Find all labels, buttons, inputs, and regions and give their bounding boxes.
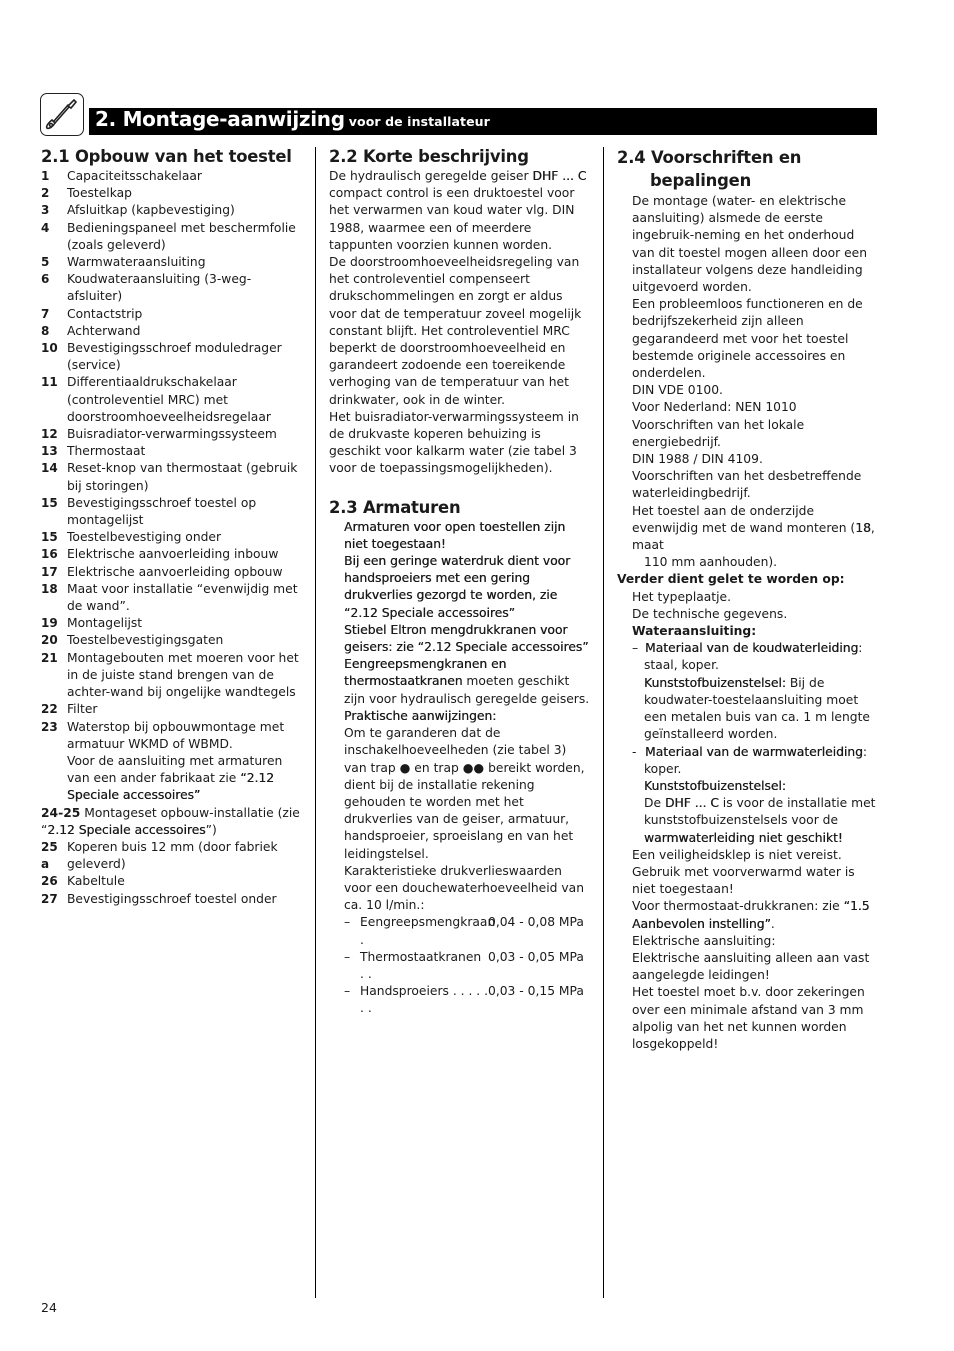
- paragraph: Elektrische aansluiting:: [632, 933, 776, 948]
- row-dash: –: [344, 949, 351, 964]
- table-row: [329, 914, 591, 948]
- list-item: [41, 546, 303, 563]
- item-number: 7: [41, 306, 50, 321]
- row-label: Eengreepsmengkraan .: [360, 915, 496, 947]
- row-label: Handsproeiers . . . . . . .: [360, 984, 489, 1016]
- item-text: Buisradiator-verwarmingssysteem: [67, 427, 277, 442]
- item-text: Toestelkap: [67, 186, 132, 201]
- column-voorschriften: [617, 146, 879, 1053]
- item-text: Elektrische aanvoerleiding opbouw: [67, 564, 283, 579]
- table-row: [329, 983, 591, 1017]
- list-item: [41, 168, 303, 185]
- paragraph: De technische gegevens.: [632, 606, 788, 621]
- list-item: - Materiaal van de warmwaterleiding:: [632, 744, 868, 759]
- item-text: Bevestigingsschroef toestel onder: [67, 891, 277, 906]
- item-number: 13: [41, 444, 58, 459]
- list-item: [41, 254, 303, 271]
- table-row: [329, 949, 591, 983]
- pressure-loss-table: [329, 914, 591, 1017]
- paragraph: Het buisradiator-verwarmingssysteem in de drukvaste koperen behuizing is geschikt voor kalkarm water (zie tabel 3 voor de toepassingsmogelijkheden).: [329, 409, 579, 476]
- item-text: Koudwateraansluiting (3-weg-afsluiter): [67, 272, 252, 304]
- paragraph: Het toestel moet b.v. door zekeringen over een minimale afstand van 3 mm alpolig van het net kunnen worden losgekoppeld!: [632, 985, 865, 1051]
- parts-list: [41, 168, 303, 719]
- paragraph: koper.: [644, 761, 682, 776]
- item-number: 25 a: [41, 839, 58, 872]
- paragraph: Bij een geringe waterdruk dient voor handsproeiers met een gering drukverlies gezorgd te worden, zie “2.12 Speciale accessoires”: [344, 554, 571, 620]
- item-text: Warmwateraansluiting: [67, 255, 206, 270]
- paragraph: Eengreepsmengkranen en thermostaatkranen moeten geschikt zijn voor hydraulisch geregelde geisers.: [344, 657, 590, 706]
- item-number: 14: [41, 461, 58, 476]
- item-text: Bevestigingsschroef toestel op montagelijst: [67, 495, 257, 528]
- column-divider: [315, 147, 316, 1298]
- item-number: 8: [41, 323, 50, 338]
- list-item: [41, 873, 303, 890]
- list-item: [41, 185, 303, 202]
- list-item: 23 Waterstop bij opbouwmontage met armatuur WKMD of WBMD. Voor de aansluiting met armaturen van een ander fabrikaat zie “2.12 Speciale accessoires”: [41, 719, 285, 803]
- paragraph: Voor Nederland: NEN 1010: [632, 400, 797, 415]
- item-number: 10: [41, 341, 58, 356]
- list-item: [41, 220, 303, 254]
- item-text: Differentiaaldrukschakelaar (controleventiel MRC) met doorstroomhoeveelheidsregelaar: [67, 375, 271, 424]
- list-item: [41, 581, 303, 615]
- list-item: [41, 495, 303, 529]
- item-number: 16: [41, 547, 58, 562]
- heading-2-2: 2.2 Korte beschrijving: [329, 147, 529, 166]
- paragraph: Gebruik met voorverwarmd water is niet toegestaan!: [632, 864, 855, 897]
- row-dash: –: [344, 984, 351, 999]
- paragraph: Kunststofbuizenstelsel: Bij de koudwater-toestelaansluiting moet een metalen buis van ca. 1 m lengte geïnstalleerd worden.: [644, 675, 870, 742]
- row-label: Thermostaatkranen . .: [360, 949, 482, 981]
- list-item: [41, 426, 303, 443]
- paragraph: De montage (water- en elektrische aansluiting) alsmede de eerste ingebruik-neming en het onderhoud van dit toestel mogen alleen door een installateur volgens deze handleiding uitgevoerd worden.: [632, 194, 868, 295]
- paragraph: Het typeplaatje.: [632, 589, 732, 604]
- paragraph: Wateraansluiting:: [632, 624, 757, 639]
- item-text: Afsluitkap (kapbevestiging): [67, 203, 235, 218]
- item-number: 18: [41, 581, 58, 596]
- paragraph: Praktische aanwijzingen:: [344, 708, 497, 723]
- section-subtitle: voor de installateur: [348, 114, 490, 129]
- paragraph: DIN 1988 / DIN 4109.: [632, 452, 763, 467]
- paragraph: Het toestel aan de onderzijde evenwijdig met de wand monteren (18, maat: [632, 503, 875, 553]
- row-value: 0,03 - 0,05 MPa: [488, 949, 584, 964]
- heading-2-3: 2.3 Armaturen: [329, 497, 461, 517]
- item-number: 12: [41, 427, 58, 442]
- item-text: Toestelbevestigingsgaten: [67, 633, 224, 648]
- heading-2-1: 2.1 Opbouw van het toestel: [41, 147, 292, 166]
- paragraph: Voor thermostaat-drukkranen: zie “1.5 Aanbevolen instelling”.: [632, 899, 870, 931]
- list-item: [41, 306, 303, 323]
- list-item: [41, 340, 303, 374]
- list-item: [41, 650, 303, 702]
- paragraph: Elektrische aansluiting alleen aan vast aangelegde leidingen!: [632, 950, 870, 983]
- item-number: 1: [41, 169, 50, 183]
- heading-2-4: 2.4 Voorschriften en bepalingen: [617, 148, 802, 190]
- list-item: [41, 701, 303, 718]
- list-item: – Materiaal van de koudwaterleiding:: [632, 641, 863, 656]
- item-text: Contactstrip: [67, 306, 143, 321]
- section-title-bar: [89, 108, 877, 135]
- list-item: [41, 202, 303, 219]
- item-number: 4: [41, 220, 50, 235]
- item-number: 20: [41, 633, 58, 648]
- page-number: 24: [41, 1300, 57, 1315]
- list-item: [41, 460, 303, 494]
- paragraph: Karakteristieke drukverlieswaarden voor een douchewaterhoeveelheid van ca. 10 l/min.:: [344, 863, 584, 913]
- paragraph: Een veiligheidsklep is niet vereist.: [632, 847, 842, 862]
- item-number: 17: [41, 564, 58, 579]
- list-item: [41, 615, 303, 632]
- paragraph: Voorschriften van het desbetreffende waterleidingbedrijf.: [632, 469, 862, 501]
- screwdriver-icon: [40, 93, 84, 136]
- item-number: 11: [41, 375, 58, 390]
- paragraph: Armaturen voor open toestellen zijn niet toegestaan!: [344, 519, 566, 551]
- paragraph: De DHF ... C is voor de installatie met kunststofbuizenstelsels voor de warmwaterleiding niet geschikt!: [644, 796, 876, 845]
- item-number: 15: [41, 495, 58, 510]
- list-item: [41, 632, 303, 649]
- paragraph: Kunststofbuizenstelsel:: [644, 778, 786, 793]
- item-number: 19: [41, 616, 58, 631]
- column-beschrijving: [329, 146, 591, 1018]
- item-text: Maat voor installatie “evenwijdig met de wand”.: [67, 581, 298, 614]
- item-number: 2: [41, 186, 50, 201]
- column-opbouw: [41, 146, 303, 908]
- item-text: Reset-knop van thermostaat (gebruik bij storingen): [67, 461, 298, 493]
- item-text: Montagebouten met moeren voor het in de juiste stand brengen van de achter-wand bij ongelijke wandtegels: [67, 650, 299, 700]
- item-text: Thermostaat: [67, 444, 146, 459]
- item-text: Bevestigingsschroef moduledrager (service): [67, 341, 282, 373]
- item-number: 22: [41, 702, 58, 717]
- section-title: 2. Montage-aanwijzing: [95, 107, 345, 131]
- item-text: Kabeltule: [67, 874, 125, 889]
- item-text: Koperen buis 12 mm (door fabriek geleverd): [67, 839, 278, 872]
- item-number: 3: [41, 203, 50, 218]
- row-value: 0,03 - 0,15 MPa: [488, 984, 584, 999]
- paragraph: Een probleemloos functioneren en de bedrijfszekerheid zijn alleen gegarandeerd met voor het toestel bestemde originele accessoires en onderdelen.: [632, 297, 863, 381]
- row-value: 0,04 - 0,08 MPa: [488, 915, 584, 930]
- paragraph: Verder dient gelet te worden op:: [617, 572, 845, 587]
- list-item: [41, 374, 303, 426]
- item-text: Bedieningspaneel met beschermfolie (zoals geleverd): [67, 220, 296, 252]
- level-1-symbol: ●: [399, 760, 411, 775]
- item-number: 5: [41, 255, 50, 270]
- paragraph: De doorstroomhoeveelheidsregeling van het controleventiel compenseert drukschommelingen en zorgt er aldus voor dat de temperatuur zoveel mogelijk constant blijft. Het controleventiel MRC beperkt de doorstroomhoeveelheid en garandeert zodoende een toereikende verhoging van de temperatuur van het drinkwater, ook in de winter.: [329, 255, 582, 407]
- item-number: 21: [41, 650, 58, 665]
- list-item: [41, 891, 303, 908]
- paragraph: De hydraulisch geregelde geiser DHF ... C compact control is een druktoestel voor het verwarmen van koud water vlg. DIN 1988, waarmee een of meerdere tappunten voorzien kunnen worden.: [329, 169, 587, 252]
- paragraph: DIN VDE 0100.: [632, 383, 723, 398]
- parts-list-tail: [41, 839, 303, 908]
- item-text: Filter: [67, 702, 98, 717]
- item-number: 6: [41, 272, 50, 287]
- paragraph: staal, koper.: [644, 658, 719, 673]
- list-item: [41, 271, 303, 305]
- item-text: Achterwand: [67, 323, 141, 338]
- level-2-symbol: ●●: [462, 760, 485, 775]
- row-dash: –: [344, 915, 351, 930]
- paragraph: 110 mm aanhouden).: [644, 555, 778, 570]
- column-divider: [603, 147, 604, 1298]
- list-item: [41, 443, 303, 460]
- item-number: 15: [41, 530, 58, 545]
- item-text: Capaciteitsschakelaar: [67, 169, 202, 183]
- list-item: 24-25 Montageset opbouw-installatie (zie “2.12 Speciale accessoires”): [41, 805, 300, 837]
- item-text: Montagelijst: [67, 616, 143, 631]
- list-item: [41, 839, 303, 873]
- paragraph: Om te garanderen dat de inschakelhoeveelheden (zie tabel 3) van trap ● en trap ●● bereikt worden, dient bij de installatie rekening gehouden te worden met het drukverlies van de geiser, armatuur, handsproeier, sproeislang en van het leidingstelsel.: [344, 726, 585, 861]
- list-item: [41, 529, 303, 546]
- item-number: 26: [41, 874, 58, 889]
- item-number: 27: [41, 891, 58, 906]
- paragraph: Voorschriften van het lokale energiebedrijf.: [632, 417, 805, 449]
- list-item: [41, 323, 303, 340]
- paragraph: Stiebel Eltron mengdrukkranen voor geisers: zie “2.12 Speciale accessoires”: [344, 622, 589, 655]
- list-item: [41, 564, 303, 581]
- item-text: Elektrische aanvoerleiding inbouw: [67, 547, 279, 562]
- item-text: Toestelbevestiging onder: [67, 530, 222, 545]
